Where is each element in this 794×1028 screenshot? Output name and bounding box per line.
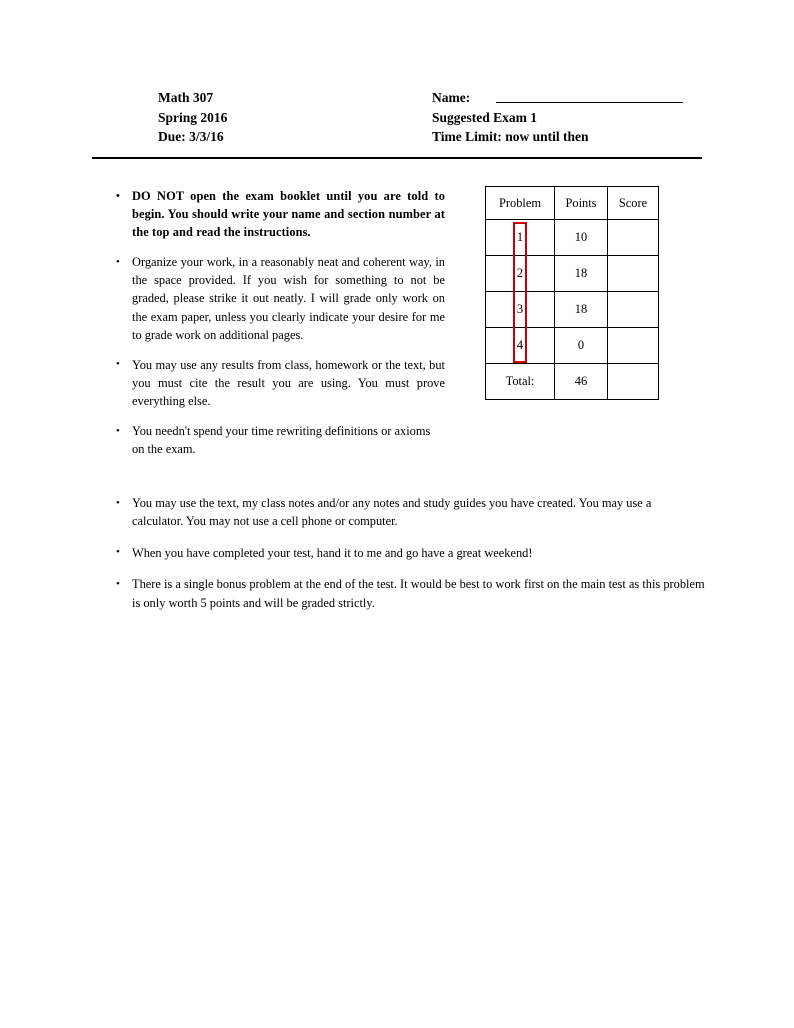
cell-problem-number: 4	[486, 328, 555, 364]
name-label: Name:	[432, 90, 471, 105]
table-header-row	[486, 187, 659, 220]
cell-points: 0	[555, 328, 608, 364]
cell-problem-number: 1	[486, 220, 555, 256]
page-header	[92, 88, 702, 150]
cell-total-label: Total:	[486, 364, 555, 400]
header-left-block	[158, 88, 227, 147]
cell-problem-number: 3	[486, 292, 555, 328]
name-write-in-line[interactable]	[496, 102, 683, 103]
cell-points: 18	[555, 256, 608, 292]
time-limit-label: Time Limit: now until then	[432, 129, 589, 144]
course-title: Math 307	[158, 90, 214, 105]
column-header-points: Points	[555, 187, 608, 220]
term-label: Spring 2016	[158, 109, 228, 125]
table-row	[486, 220, 659, 256]
header-right-block	[432, 88, 589, 147]
cell-total-score-blank[interactable]	[608, 364, 659, 400]
table-row	[486, 256, 659, 292]
list-item: • When you have completed your test, hand it to me and go have a great weekend!	[113, 544, 705, 562]
column-header-problem: Problem	[486, 187, 555, 220]
column-header-score: Score	[608, 187, 659, 220]
table-row	[486, 292, 659, 328]
table-row	[486, 328, 659, 364]
cell-score-blank[interactable]	[608, 328, 659, 364]
list-item: • Organize your work, in a reasonably neat and coherent way, in the space provided. If you wish for something to not be graded, please strike it out neatly. I will grade only work on the exam paper, unless you clearly indicate your desire for me to grade work on additional pages.	[113, 253, 445, 343]
list-item: • You may use the text, my class notes and/or any notes and study guides you have created. You may use a calculator. You may not use a cell phone or computer.	[113, 494, 705, 531]
cell-score-blank[interactable]	[608, 220, 659, 256]
list-item: • DO NOT open the exam booklet until you are told to begin. You should write your name and section number at the top and read the instructions.	[113, 187, 445, 241]
header-divider-rule	[92, 157, 702, 159]
cell-points: 10	[555, 220, 608, 256]
instructions-narrow-list	[113, 187, 445, 470]
cell-total-points: 46	[555, 364, 608, 400]
list-item: • You may use any results from class, homework or the text, but you must cite the result you are using. You must prove everything else.	[113, 356, 445, 410]
list-item: • There is a single bonus problem at the end of the test. It would be best to work first on the main test as this problem is only worth 5 points and will be graded strictly.	[113, 575, 705, 612]
name-row	[432, 88, 589, 108]
cell-score-blank[interactable]	[608, 292, 659, 328]
cell-score-blank[interactable]	[608, 256, 659, 292]
instructions-wide-list	[113, 494, 705, 625]
due-date-label: Due: 3/3/16	[158, 129, 224, 144]
table-total-row	[486, 364, 659, 400]
cell-points: 18	[555, 292, 608, 328]
exam-title: Suggested Exam 1	[432, 109, 538, 125]
cell-problem-number: 2	[486, 256, 555, 292]
list-item: • You needn't spend your time rewriting definitions or axioms on the exam.	[113, 422, 445, 458]
score-table	[485, 186, 659, 400]
